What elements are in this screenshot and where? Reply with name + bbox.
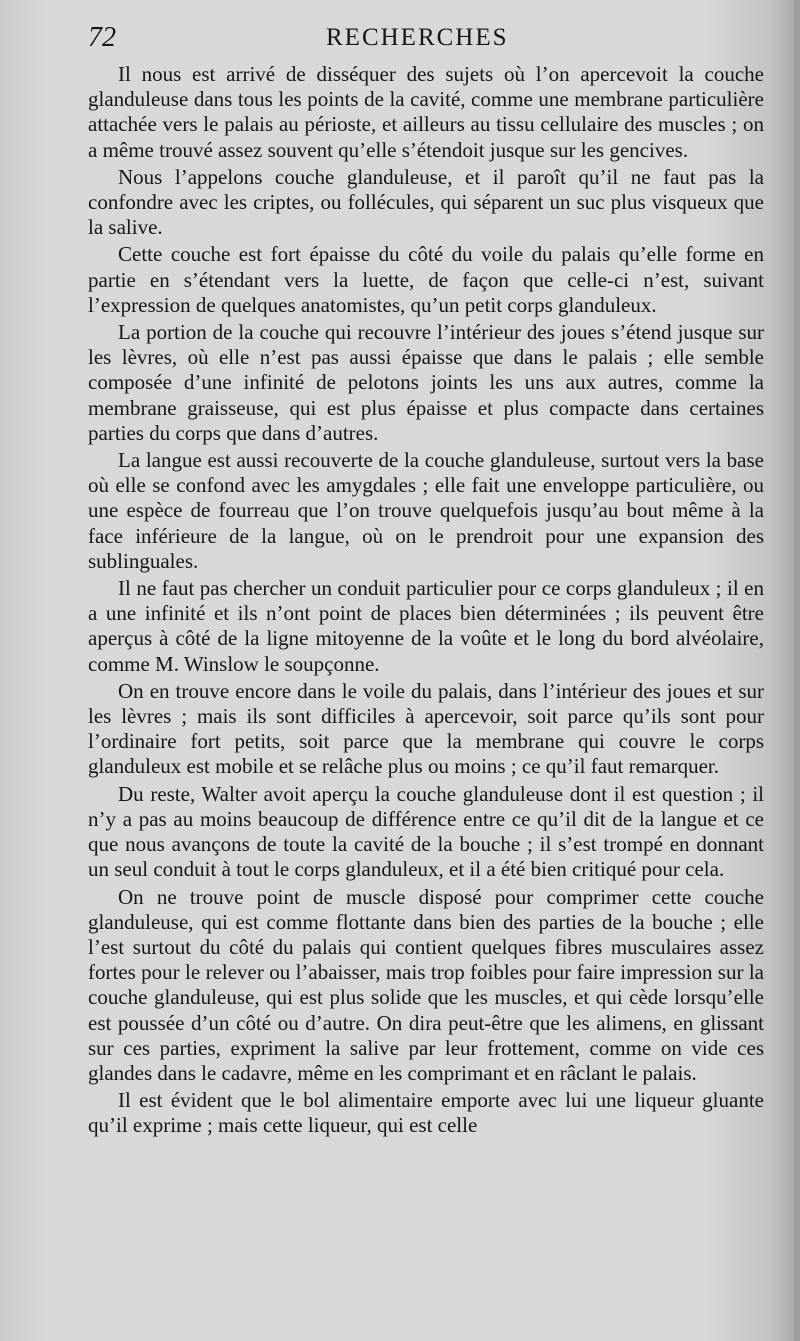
paragraph-7: On en trouve encore dans le voile du palais, dans l’intérieur des joues et sur les lèvres ; mais ils sont difficiles à apercevoir, soit parce qu’ils sont pour l’ordinaire fort petits, soit parce que la membrane qui couvre le corps glanduleux est mobile et se relâche plus ou moins ; ce qu’il faut remarquer. [88, 678, 764, 779]
paragraph-5: La langue est aussi recouverte de la couche glanduleuse, surtout vers la base où elle se confond avec les amygdales ; elle fait une enveloppe particulière, ou une espèce de fourreau que l’on trouve quelquefois jusqu’au bout même à la face inférieure de la langue, où on le prendroit pour une expansion des sublinguales. [88, 448, 764, 573]
paragraph-6: Il ne faut pas chercher un conduit particulier pour ce corps glanduleux ; il en a une infinité et ils n’ont point de places bien déterminées ; ils peuvent être aperçus à côté de la ligne mitoyenne de la voûte et le long du bord alvéolaire, comme M. Winslow le soupçonne. [88, 576, 764, 676]
paragraph-10: Il est évident que le bol alimentaire emporte avec lui une liqueur gluante qu’il exprime ; mais cette liqueur, qui est celle [88, 1088, 764, 1138]
running-title: RECHERCHES [326, 24, 509, 51]
paragraph-3: Cette couche est fort épaisse du côté du voile du palais qu’elle forme en partie en s’étendant vers la luette, de façon que celle-ci n’est, suivant l’expression de quelques anatomistes, qu’un petit corps glanduleux. [88, 242, 764, 317]
body-text [88, 62, 764, 1139]
paragraph-2: Nous l’appelons couche glanduleuse, et il paroît qu’il ne faut pas la confondre avec les criptes, ou follécules, qui séparent un suc plus visqueux que la salive. [88, 164, 764, 240]
page-header [0, 22, 800, 60]
paragraph-8: Du reste, Walter avoit aperçu la couche glanduleuse dont il est question ; il n’y a pas au moins beaucoup de différence entre ce qu’il dit de la langue et ce que nous avançons de toute la cavité de la bouche ; il s’est trompé en donnant un seul conduit à tout le corps glanduleux, et il a été bien critiqué pour cela. [88, 781, 764, 882]
page-edge-shadow [794, 0, 800, 1341]
page-number: 72 [88, 22, 116, 53]
paragraph-4: La portion de la couche qui recouvre l’intérieur des joues s’étend jusque sur les lèvres, où elle n’est pas aussi épaisse que dans le palais ; elle semble composée d’une infinité de pelotons joints les uns aux autres, comme la membrane graisseuse, qui est plus épaisse et plus compacte dans certaines parties du corps que dans d’autres. [88, 320, 764, 445]
paragraph-1: Il nous est arrivé de disséquer des sujets où l’on apercevoit la couche glanduleuse dans tous les points de la cavité, comme une membrane particulière attachée vers le palais au périoste, et ailleurs au tissu cellulaire des muscles ; on a même trouvé assez souvent qu’elle s’étendoit jusque sur les gencives. [88, 62, 764, 162]
paragraph-9: On ne trouve point de muscle disposé pour comprimer cette couche glanduleuse, qui est comme flottante dans bien des parties de la bouche ; elle l’est surtout du côté du palais qui contient quelques fibres musculaires assez fortes pour le relever ou l’abaisser, mais trop foibles pour faire impression sur la couche glanduleuse, qui est plus solide que les muscles, et qui cède lorsqu’elle est poussée d’un côté ou d’autre. On dira peut-être que les alimens, en glissant sur ces parties, expriment la salive par leur frottement, comme on vide ces glandes dans le cadavre, même en les comprimant et en râclant le palais. [88, 884, 764, 1085]
